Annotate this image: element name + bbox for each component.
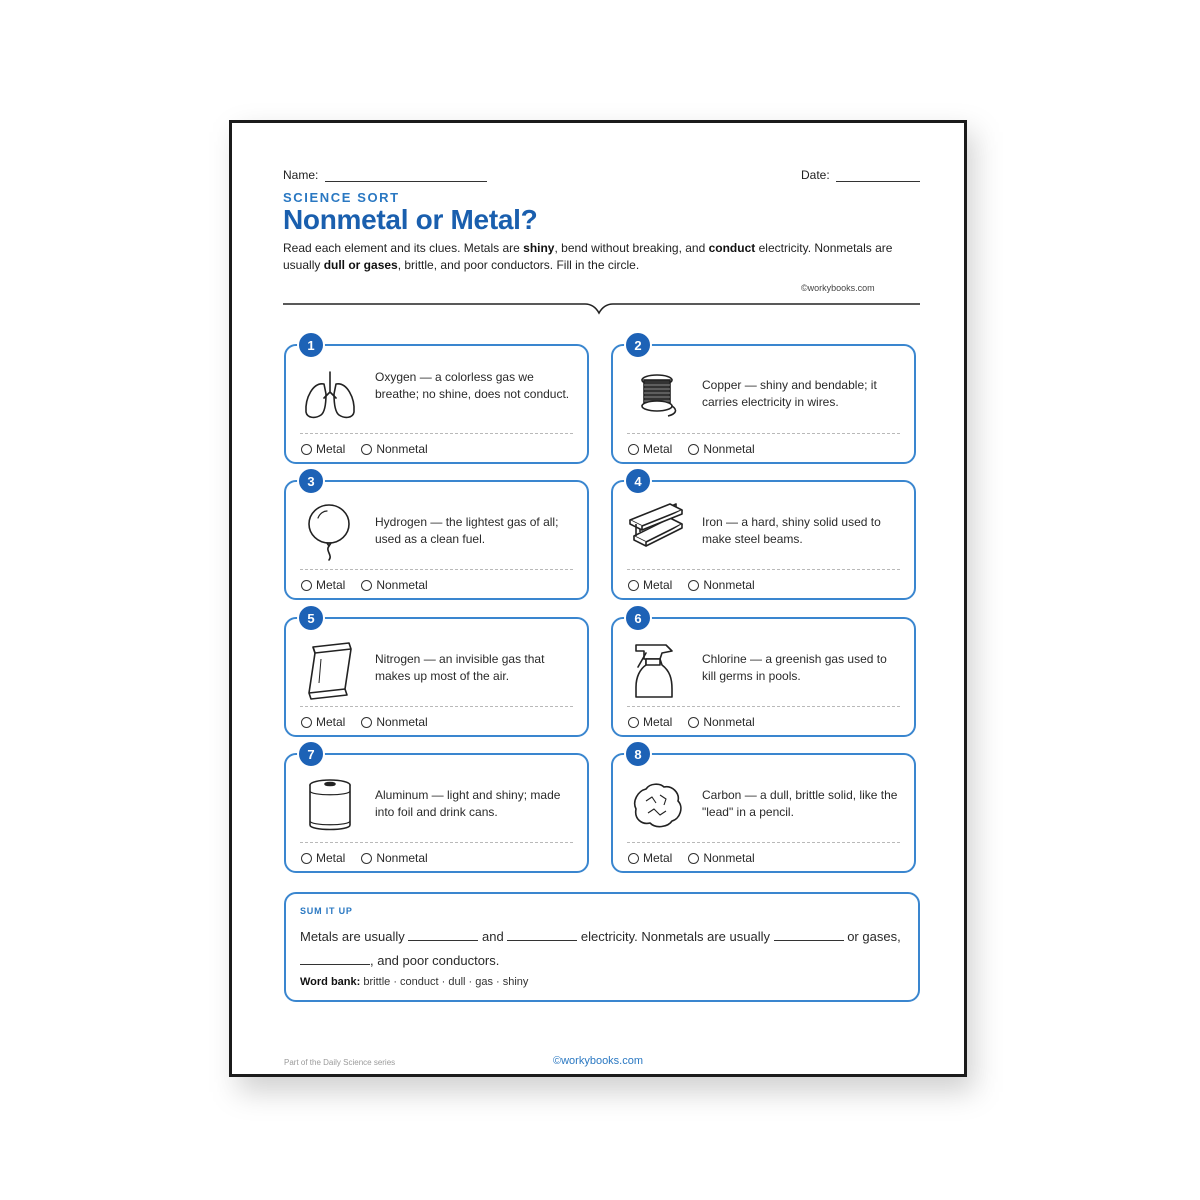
clue-text: Nitrogen — an invisible gas that makes up most of the air. bbox=[375, 652, 545, 683]
option-nonmetal[interactable]: Nonmetal bbox=[688, 578, 754, 592]
name-line[interactable] bbox=[325, 181, 487, 182]
radio-circle[interactable] bbox=[361, 580, 372, 591]
blank-3[interactable] bbox=[774, 928, 844, 941]
dashed-divider bbox=[627, 569, 900, 570]
option-nonmetal[interactable]: Nonmetal bbox=[361, 715, 427, 729]
lungs-icon bbox=[299, 366, 361, 428]
option-nonmetal[interactable]: Nonmetal bbox=[361, 442, 427, 456]
name-label: Name: bbox=[283, 168, 319, 182]
clue-text: Carbon — a dull, brittle solid, like the "lead" in a pencil. bbox=[702, 788, 898, 819]
clue-text: Iron — a hard, shiny solid used to make steel beams. bbox=[702, 515, 881, 546]
sum-it-up-text: Metals are usually and electricity. Nonmetals are usually or gases, , and poor conductors. bbox=[300, 929, 901, 968]
option-metal[interactable]: Metal bbox=[301, 715, 345, 729]
radio-circle[interactable] bbox=[688, 444, 699, 455]
date-label: Date: bbox=[801, 168, 830, 182]
footer-series: Part of the Daily Science series bbox=[284, 1058, 396, 1067]
element-card-1 bbox=[284, 337, 589, 464]
blank-4[interactable] bbox=[300, 952, 370, 965]
page-title: Nonmetal or Metal? bbox=[283, 204, 538, 235]
option-metal[interactable]: Metal bbox=[301, 851, 345, 865]
element-card-6 bbox=[611, 610, 916, 737]
word-bank-words: brittle · conduct · dull · gas · shiny bbox=[363, 976, 529, 988]
option-metal[interactable]: Metal bbox=[301, 578, 345, 592]
option-nonmetal[interactable]: Nonmetal bbox=[361, 578, 427, 592]
option-nonmetal[interactable]: Nonmetal bbox=[688, 851, 754, 865]
number-badge: 7 bbox=[297, 740, 325, 768]
radio-circle[interactable] bbox=[688, 853, 699, 864]
radio-circle[interactable] bbox=[301, 580, 312, 591]
number-badge: 2 bbox=[624, 331, 652, 359]
spray-bottle-icon bbox=[626, 639, 688, 701]
section-kicker: SCIENCE SORT bbox=[283, 190, 400, 205]
option-metal[interactable]: Metal bbox=[628, 851, 672, 865]
steel-beam-icon bbox=[626, 502, 688, 564]
dashed-divider bbox=[300, 433, 573, 434]
radio-circle[interactable] bbox=[301, 717, 312, 728]
clue-text: Oxygen — a colorless gas we breathe; no shine, does not conduct. bbox=[375, 370, 570, 401]
dashed-divider bbox=[300, 569, 573, 570]
element-card-7 bbox=[284, 746, 589, 873]
element-card-2 bbox=[611, 337, 916, 464]
radio-circle[interactable] bbox=[628, 717, 639, 728]
option-nonmetal[interactable]: Nonmetal bbox=[361, 851, 427, 865]
dashed-divider bbox=[627, 433, 900, 434]
radio-circle[interactable] bbox=[688, 717, 699, 728]
dashed-divider bbox=[627, 842, 900, 843]
credit-text: ©workybooks.com bbox=[801, 283, 875, 293]
radio-circle[interactable] bbox=[361, 853, 372, 864]
radio-circle[interactable] bbox=[628, 853, 639, 864]
blank-1[interactable] bbox=[408, 928, 478, 941]
radio-circle[interactable] bbox=[361, 717, 372, 728]
blank-2[interactable] bbox=[507, 928, 577, 941]
radio-circle[interactable] bbox=[301, 853, 312, 864]
dashed-divider bbox=[627, 706, 900, 707]
dashed-divider bbox=[300, 842, 573, 843]
instructions: Read each element and its clues. Metals are shiny, bend without breaking, and conduct electricity. Nonmetals are usually dull or gases, brittle, and poor conductors. Fill in the circle. bbox=[283, 241, 893, 272]
radio-circle[interactable] bbox=[361, 444, 372, 455]
dashed-divider bbox=[300, 706, 573, 707]
option-metal[interactable]: Metal bbox=[301, 442, 345, 456]
clue-text: Chlorine — a greenish gas used to kill germs in pools. bbox=[702, 652, 887, 683]
number-badge: 6 bbox=[624, 604, 652, 632]
date-field[interactable] bbox=[801, 168, 920, 182]
clue-text: Copper — shiny and bendable; it carries electricity in wires. bbox=[702, 378, 877, 409]
option-nonmetal[interactable]: Nonmetal bbox=[688, 442, 754, 456]
radio-circle[interactable] bbox=[628, 580, 639, 591]
soda-can-icon bbox=[299, 775, 361, 837]
option-nonmetal[interactable]: Nonmetal bbox=[688, 715, 754, 729]
sum-it-up-heading: SUM IT UP bbox=[300, 906, 353, 916]
option-metal[interactable]: Metal bbox=[628, 578, 672, 592]
radio-circle[interactable] bbox=[688, 580, 699, 591]
worksheet-page bbox=[229, 120, 967, 1077]
option-metal[interactable]: Metal bbox=[628, 715, 672, 729]
number-badge: 8 bbox=[624, 740, 652, 768]
date-line[interactable] bbox=[836, 181, 920, 182]
rock-icon bbox=[626, 775, 688, 837]
word-bank bbox=[300, 976, 528, 988]
balloon-icon bbox=[299, 502, 361, 564]
sum-it-up-box bbox=[284, 892, 920, 1002]
radio-circle[interactable] bbox=[628, 444, 639, 455]
number-badge: 4 bbox=[624, 467, 652, 495]
element-card-8 bbox=[611, 746, 916, 873]
footer-site-link[interactable]: ©workybooks.com bbox=[553, 1055, 644, 1067]
element-card-4 bbox=[611, 473, 916, 600]
word-bank-label: Word bank: bbox=[300, 976, 361, 988]
option-metal[interactable]: Metal bbox=[628, 442, 672, 456]
element-card-3 bbox=[284, 473, 589, 600]
element-card-5 bbox=[284, 610, 589, 737]
number-badge: 3 bbox=[297, 467, 325, 495]
clue-text: Hydrogen — the lightest gas of all; used as a clean fuel. bbox=[375, 515, 559, 546]
name-field[interactable] bbox=[283, 168, 487, 182]
chip-bag-icon bbox=[299, 639, 361, 701]
clue-text: Aluminum — light and shiny; made into foil and drink cans. bbox=[375, 788, 561, 819]
number-badge: 1 bbox=[297, 331, 325, 359]
wire-spool-icon bbox=[626, 366, 688, 428]
section-divider bbox=[283, 299, 921, 317]
number-badge: 5 bbox=[297, 604, 325, 632]
radio-circle[interactable] bbox=[301, 444, 312, 455]
